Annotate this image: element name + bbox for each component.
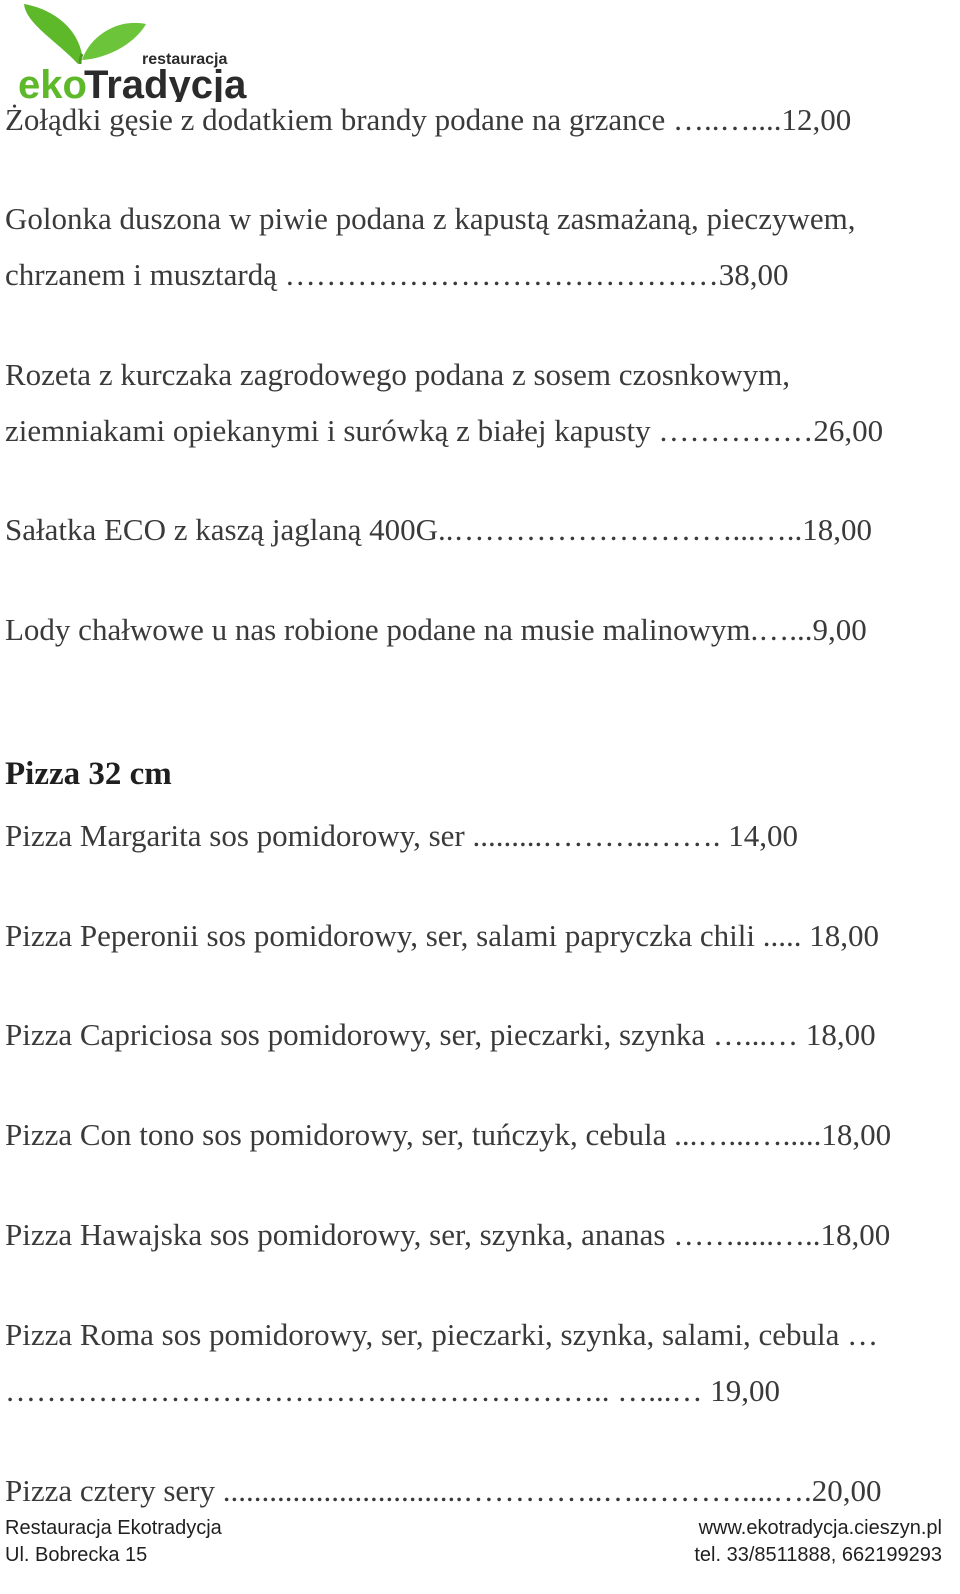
logo-small-text: restauracja (142, 51, 228, 68)
menu-item-golonka-line2: chrzanem i musztardą ……………………………………38,00 (5, 257, 789, 292)
footer-phone: tel. 33/8511888, 662199293 (694, 1544, 942, 1566)
leaf-logo-icon (18, 2, 248, 102)
pizza-item-hawajska: Pizza Hawajska sos pomidorowy, ser, szynka, ananas …….....…..18,00 (5, 1217, 891, 1252)
menu-item-lody: Lody chałwowe u nas robione podane na musie malinowym.…...9,00 (5, 612, 867, 647)
restaurant-logo (18, 2, 248, 102)
menu-item-golonka-line1: Golonka duszona w piwie podana z kapustą zasmażaną, pieczywem, (5, 201, 856, 236)
footer-website: www.ekotradycja.cieszyn.pl (698, 1517, 942, 1539)
pizza-item-roma-line1: Pizza Roma sos pomidorowy, ser, pieczarki, szynka, salami, cebula … (5, 1317, 879, 1352)
menu-item-rozeta-line1: Rozeta z kurczaka zagrodowego podana z sosem czosnkowym, (5, 357, 791, 392)
pizza-item-cztery-sery: Pizza cztery sery ...............................…………..…..………....….20,00 (5, 1473, 882, 1508)
pizza-item-roma-line2: ………………………………………………….. …...… 19,00 (5, 1373, 780, 1408)
pizza-section-heading: Pizza 32 cm (5, 756, 172, 792)
pizza-item-margarita: Pizza Margarita sos pomidorowy, ser .........………..……. 14,00 (5, 818, 798, 853)
pizza-item-con-tono: Pizza Con tono sos pomidorowy, ser, tuńczyk, cebula ...…...….....18,00 (5, 1117, 892, 1152)
menu-item-rozeta-line2: ziemniakami opiekanymi i surówką z białej kapusty ……………26,00 (5, 413, 884, 448)
menu-item-zoladki: Żołądki gęsie z dodatkiem brandy podane na grzance …..…....12,00 (5, 102, 852, 137)
logo-brand-eko: eko (18, 63, 87, 102)
pizza-item-peperonii: Pizza Peperonii sos pomidorowy, ser, salami papryczka chili ..... 18,00 (5, 918, 880, 953)
pizza-item-capriciosa: Pizza Capriciosa sos pomidorowy, ser, pieczarki, szynka …...… 18,00 (5, 1017, 876, 1052)
footer-address: Ul. Bobrecka 15 (5, 1544, 148, 1566)
logo-brand-tradycja: Tradycja (84, 63, 247, 102)
footer-restaurant-name: Restauracja Ekotradycja (5, 1517, 222, 1539)
menu-item-salatka: Sałatka ECO z kaszą jaglaną 400G..………………………...…..18,00 (5, 512, 872, 547)
